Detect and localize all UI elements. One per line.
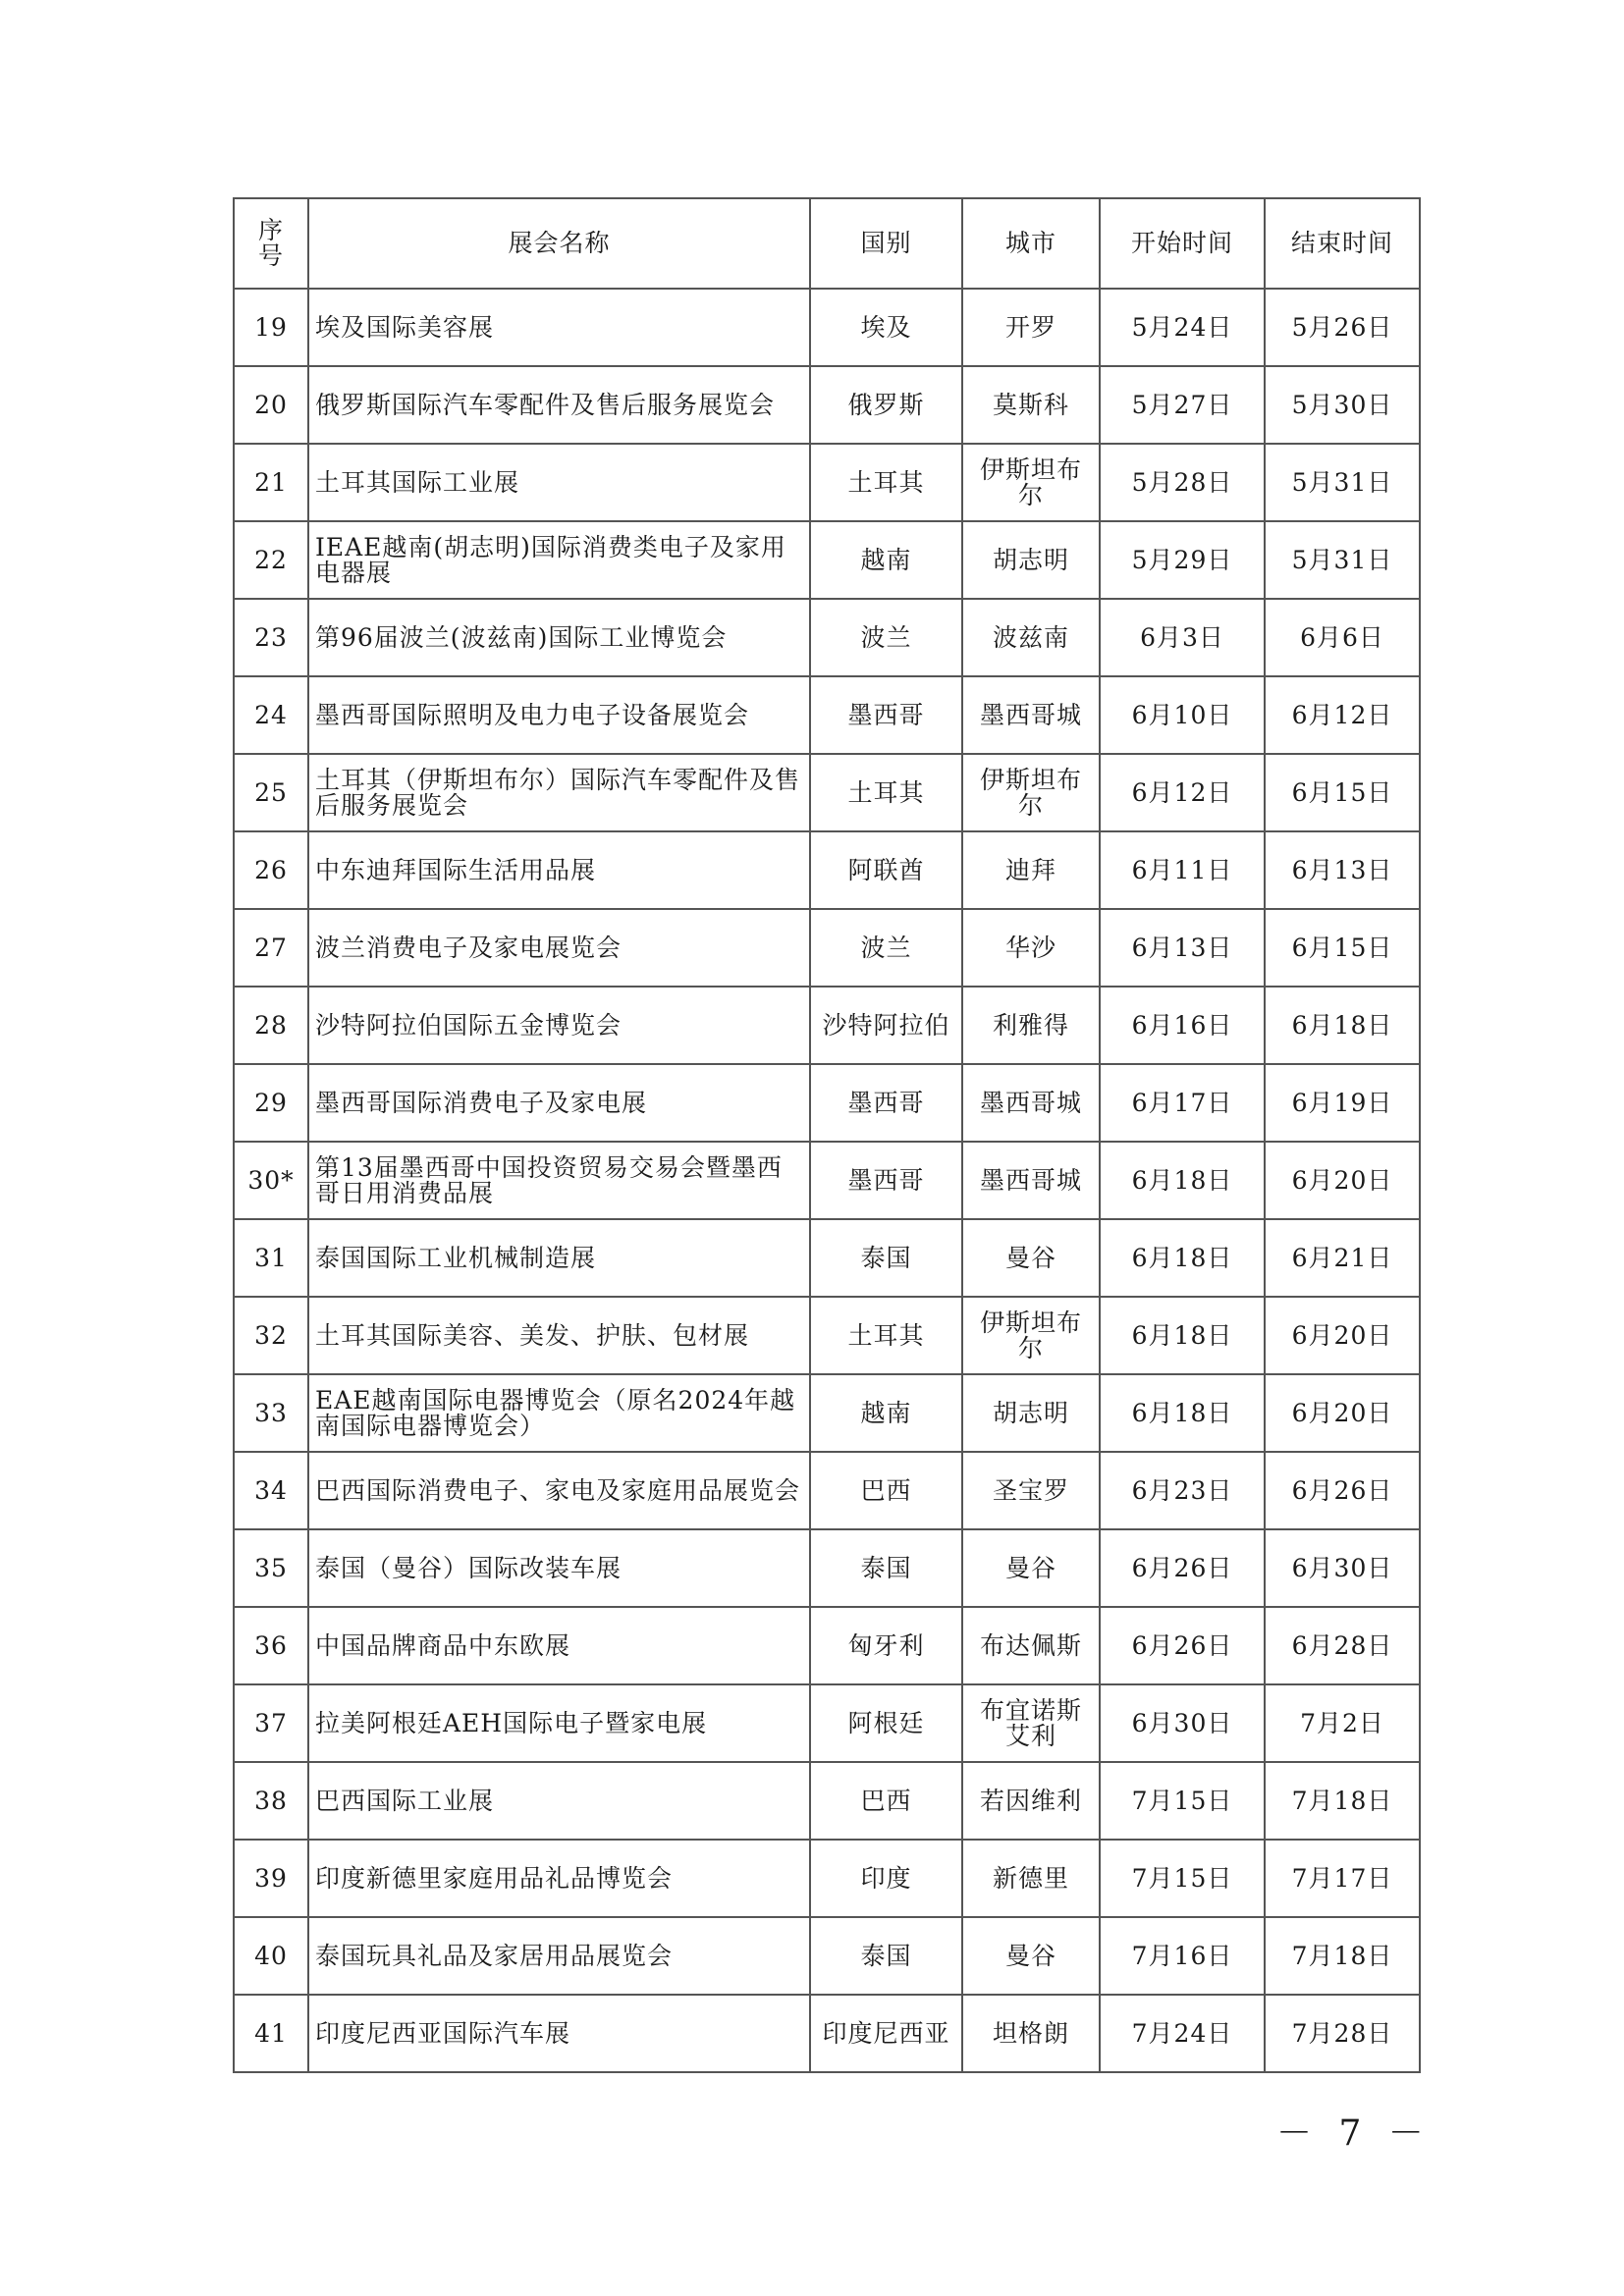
cell-city: 布达佩斯 xyxy=(962,1607,1100,1684)
cell-serial-number: 32 xyxy=(234,1297,308,1374)
cell-serial-number: 40 xyxy=(234,1917,308,1995)
cell-serial-number: 22 xyxy=(234,521,308,599)
table-row xyxy=(234,831,1420,909)
table-row xyxy=(234,1840,1420,1917)
cell-country: 印度 xyxy=(810,1840,962,1917)
cell-serial-number: 39 xyxy=(234,1840,308,1917)
cell-start-date: 6月3日 xyxy=(1100,599,1265,676)
cell-start-date: 5月24日 xyxy=(1100,289,1265,366)
cell-exhibition-name: 墨西哥国际照明及电力电子设备展览会 xyxy=(308,676,810,754)
cell-end-date: 6月20日 xyxy=(1265,1374,1420,1452)
table-row xyxy=(234,1762,1420,1840)
cell-serial-number: 33 xyxy=(234,1374,308,1452)
cell-serial-number: 37 xyxy=(234,1684,308,1762)
cell-start-date: 6月17日 xyxy=(1100,1064,1265,1142)
cell-start-date: 6月18日 xyxy=(1100,1142,1265,1219)
cell-serial-number: 36 xyxy=(234,1607,308,1684)
cell-city: 波兹南 xyxy=(962,599,1100,676)
cell-end-date: 6月12日 xyxy=(1265,676,1420,754)
cell-serial-number: 24 xyxy=(234,676,308,754)
cell-end-date: 6月15日 xyxy=(1265,909,1420,987)
cell-serial-number: 19 xyxy=(234,289,308,366)
cell-country: 越南 xyxy=(810,521,962,599)
cell-exhibition-name: 泰国（曼谷）国际改装车展 xyxy=(308,1529,810,1607)
table-row xyxy=(234,1219,1420,1297)
cell-start-date: 5月27日 xyxy=(1100,366,1265,444)
cell-country: 土耳其 xyxy=(810,754,962,831)
table-row xyxy=(234,909,1420,987)
cell-country: 巴西 xyxy=(810,1762,962,1840)
cell-country: 俄罗斯 xyxy=(810,366,962,444)
page-number: － 7 － xyxy=(1276,2113,1432,2154)
cell-serial-number: 20 xyxy=(234,366,308,444)
cell-end-date: 5月30日 xyxy=(1265,366,1420,444)
table-row xyxy=(234,521,1420,599)
cell-country: 波兰 xyxy=(810,599,962,676)
cell-end-date: 6月18日 xyxy=(1265,987,1420,1064)
cell-exhibition-name: 巴西国际工业展 xyxy=(308,1762,810,1840)
cell-country: 土耳其 xyxy=(810,1297,962,1374)
table-row xyxy=(234,1995,1420,2072)
cell-exhibition-name: 土耳其（伊斯坦布尔）国际汽车零配件及售后服务展览会 xyxy=(308,754,810,831)
table-row xyxy=(234,1297,1420,1374)
cell-serial-number: 31 xyxy=(234,1219,308,1297)
cell-start-date: 7月15日 xyxy=(1100,1840,1265,1917)
cell-serial-number: 27 xyxy=(234,909,308,987)
cell-end-date: 6月28日 xyxy=(1265,1607,1420,1684)
header-start-date: 开始时间 xyxy=(1100,198,1265,289)
cell-start-date: 6月12日 xyxy=(1100,754,1265,831)
cell-country: 匈牙利 xyxy=(810,1607,962,1684)
cell-end-date: 7月2日 xyxy=(1265,1684,1420,1762)
cell-end-date: 7月17日 xyxy=(1265,1840,1420,1917)
cell-country: 阿根廷 xyxy=(810,1684,962,1762)
cell-exhibition-name: 第13届墨西哥中国投资贸易交易会暨墨西哥日用消费品展 xyxy=(308,1142,810,1219)
cell-city: 伊斯坦布尔 xyxy=(962,754,1100,831)
cell-end-date: 5月31日 xyxy=(1265,521,1420,599)
cell-serial-number: 41 xyxy=(234,1995,308,2072)
cell-serial-number: 26 xyxy=(234,831,308,909)
cell-city: 迪拜 xyxy=(962,831,1100,909)
cell-city: 新德里 xyxy=(962,1840,1100,1917)
cell-city: 墨西哥城 xyxy=(962,676,1100,754)
cell-end-date: 6月20日 xyxy=(1265,1297,1420,1374)
cell-start-date: 7月15日 xyxy=(1100,1762,1265,1840)
cell-exhibition-name: 埃及国际美容展 xyxy=(308,289,810,366)
cell-country: 越南 xyxy=(810,1374,962,1452)
cell-serial-number: 25 xyxy=(234,754,308,831)
cell-start-date: 6月23日 xyxy=(1100,1452,1265,1529)
cell-exhibition-name: 印度尼西亚国际汽车展 xyxy=(308,1995,810,2072)
table-row xyxy=(234,754,1420,831)
cell-end-date: 6月26日 xyxy=(1265,1452,1420,1529)
cell-city: 布宜诺斯艾利 xyxy=(962,1684,1100,1762)
cell-start-date: 6月16日 xyxy=(1100,987,1265,1064)
cell-country: 印度尼西亚 xyxy=(810,1995,962,2072)
cell-exhibition-name: 第96届波兰(波兹南)国际工业博览会 xyxy=(308,599,810,676)
header-exhibition-name: 展会名称 xyxy=(308,198,810,289)
cell-city: 圣宝罗 xyxy=(962,1452,1100,1529)
table-row xyxy=(234,599,1420,676)
cell-city: 利雅得 xyxy=(962,987,1100,1064)
table-row xyxy=(234,1684,1420,1762)
cell-exhibition-name: 泰国国际工业机械制造展 xyxy=(308,1219,810,1297)
cell-start-date: 6月26日 xyxy=(1100,1529,1265,1607)
cell-start-date: 6月18日 xyxy=(1100,1297,1265,1374)
cell-country: 土耳其 xyxy=(810,444,962,521)
cell-exhibition-name: 中国品牌商品中东欧展 xyxy=(308,1607,810,1684)
cell-city: 开罗 xyxy=(962,289,1100,366)
cell-serial-number: 38 xyxy=(234,1762,308,1840)
cell-exhibition-name: 拉美阿根廷AEH国际电子暨家电展 xyxy=(308,1684,810,1762)
table-header-row xyxy=(234,198,1420,289)
cell-start-date: 6月13日 xyxy=(1100,909,1265,987)
cell-city: 胡志明 xyxy=(962,1374,1100,1452)
cell-exhibition-name: EAE越南国际电器博览会（原名2024年越南国际电器博览会） xyxy=(308,1374,810,1452)
table-row xyxy=(234,1452,1420,1529)
cell-city: 曼谷 xyxy=(962,1917,1100,1995)
exhibition-table xyxy=(233,197,1421,2073)
cell-exhibition-name: 土耳其国际工业展 xyxy=(308,444,810,521)
cell-end-date: 6月13日 xyxy=(1265,831,1420,909)
cell-serial-number: 28 xyxy=(234,987,308,1064)
table-row xyxy=(234,444,1420,521)
cell-exhibition-name: 巴西国际消费电子、家电及家庭用品展览会 xyxy=(308,1452,810,1529)
cell-country: 墨西哥 xyxy=(810,1064,962,1142)
cell-start-date: 6月26日 xyxy=(1100,1607,1265,1684)
header-country: 国别 xyxy=(810,198,962,289)
cell-country: 泰国 xyxy=(810,1529,962,1607)
cell-country: 阿联酋 xyxy=(810,831,962,909)
cell-serial-number: 30* xyxy=(234,1142,308,1219)
cell-country: 埃及 xyxy=(810,289,962,366)
header-city: 城市 xyxy=(962,198,1100,289)
cell-country: 泰国 xyxy=(810,1917,962,1995)
cell-country: 墨西哥 xyxy=(810,1142,962,1219)
table-row xyxy=(234,366,1420,444)
cell-end-date: 7月28日 xyxy=(1265,1995,1420,2072)
cell-serial-number: 21 xyxy=(234,444,308,521)
table-row xyxy=(234,1917,1420,1995)
cell-exhibition-name: 俄罗斯国际汽车零配件及售后服务展览会 xyxy=(308,366,810,444)
cell-end-date: 6月20日 xyxy=(1265,1142,1420,1219)
cell-country: 沙特阿拉伯 xyxy=(810,987,962,1064)
cell-exhibition-name: 波兰消费电子及家电展览会 xyxy=(308,909,810,987)
header-end-date: 结束时间 xyxy=(1265,198,1420,289)
table-row xyxy=(234,1064,1420,1142)
cell-serial-number: 35 xyxy=(234,1529,308,1607)
cell-city: 胡志明 xyxy=(962,521,1100,599)
cell-start-date: 6月11日 xyxy=(1100,831,1265,909)
cell-city: 伊斯坦布尔 xyxy=(962,1297,1100,1374)
cell-city: 坦格朗 xyxy=(962,1995,1100,2072)
cell-start-date: 7月16日 xyxy=(1100,1917,1265,1995)
cell-end-date: 5月26日 xyxy=(1265,289,1420,366)
table-row xyxy=(234,1607,1420,1684)
cell-city: 墨西哥城 xyxy=(962,1064,1100,1142)
cell-start-date: 6月10日 xyxy=(1100,676,1265,754)
table-row xyxy=(234,1374,1420,1452)
cell-city: 墨西哥城 xyxy=(962,1142,1100,1219)
cell-end-date: 5月31日 xyxy=(1265,444,1420,521)
cell-end-date: 6月30日 xyxy=(1265,1529,1420,1607)
cell-exhibition-name: 印度新德里家庭用品礼品博览会 xyxy=(308,1840,810,1917)
cell-exhibition-name: 墨西哥国际消费电子及家电展 xyxy=(308,1064,810,1142)
cell-exhibition-name: 土耳其国际美容、美发、护肤、包材展 xyxy=(308,1297,810,1374)
table-row xyxy=(234,1142,1420,1219)
table-row xyxy=(234,289,1420,366)
cell-exhibition-name: 泰国玩具礼品及家居用品展览会 xyxy=(308,1917,810,1995)
cell-start-date: 6月18日 xyxy=(1100,1374,1265,1452)
cell-start-date: 5月29日 xyxy=(1100,521,1265,599)
cell-end-date: 7月18日 xyxy=(1265,1917,1420,1995)
cell-end-date: 6月21日 xyxy=(1265,1219,1420,1297)
table-row xyxy=(234,987,1420,1064)
cell-end-date: 6月19日 xyxy=(1265,1064,1420,1142)
cell-city: 莫斯科 xyxy=(962,366,1100,444)
cell-serial-number: 34 xyxy=(234,1452,308,1529)
cell-city: 若因维利 xyxy=(962,1762,1100,1840)
cell-exhibition-name: 沙特阿拉伯国际五金博览会 xyxy=(308,987,810,1064)
cell-city: 曼谷 xyxy=(962,1529,1100,1607)
cell-end-date: 6月15日 xyxy=(1265,754,1420,831)
cell-country: 泰国 xyxy=(810,1219,962,1297)
header-serial-number: 序 号 xyxy=(234,198,308,289)
cell-serial-number: 29 xyxy=(234,1064,308,1142)
cell-city: 华沙 xyxy=(962,909,1100,987)
cell-end-date: 6月6日 xyxy=(1265,599,1420,676)
cell-exhibition-name: IEAE越南(胡志明)国际消费类电子及家用电器展 xyxy=(308,521,810,599)
table-row xyxy=(234,676,1420,754)
cell-start-date: 7月24日 xyxy=(1100,1995,1265,2072)
table-body xyxy=(234,289,1420,2072)
cell-country: 墨西哥 xyxy=(810,676,962,754)
table-row xyxy=(234,1529,1420,1607)
cell-end-date: 7月18日 xyxy=(1265,1762,1420,1840)
cell-start-date: 5月28日 xyxy=(1100,444,1265,521)
cell-city: 曼谷 xyxy=(962,1219,1100,1297)
cell-country: 巴西 xyxy=(810,1452,962,1529)
cell-country: 波兰 xyxy=(810,909,962,987)
cell-city: 伊斯坦布尔 xyxy=(962,444,1100,521)
cell-start-date: 6月30日 xyxy=(1100,1684,1265,1762)
cell-serial-number: 23 xyxy=(234,599,308,676)
cell-exhibition-name: 中东迪拜国际生活用品展 xyxy=(308,831,810,909)
cell-start-date: 6月18日 xyxy=(1100,1219,1265,1297)
